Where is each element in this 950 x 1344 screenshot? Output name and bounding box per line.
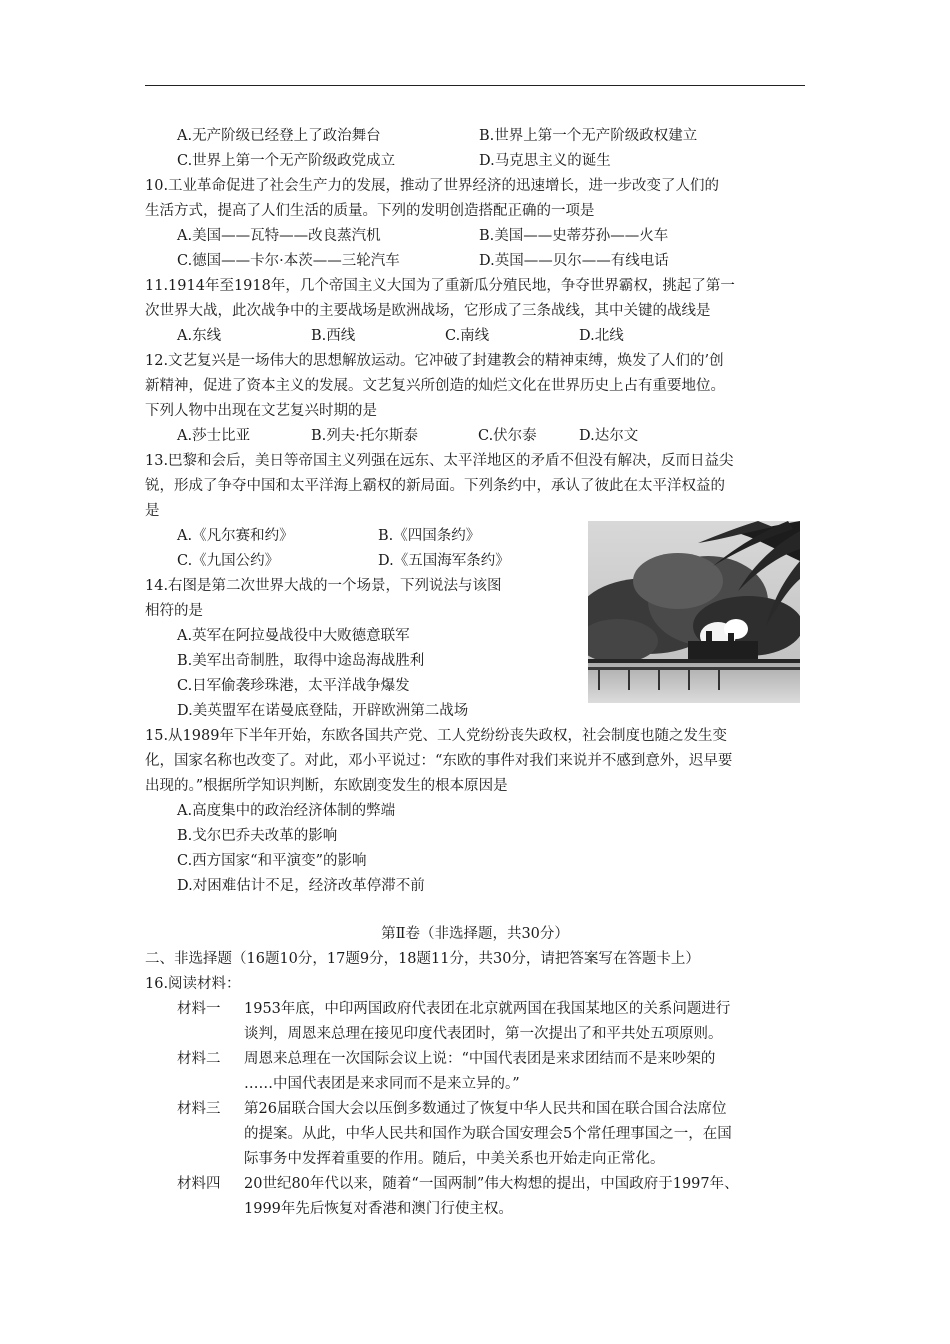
q13-option-d: D.《五国海军条约》	[378, 553, 510, 569]
material-3-line3: 际事务中发挥着重要的作用。随后，中美关系也开始走向正常化。	[244, 1151, 665, 1167]
q9-option-b: B.世界上第一个无产阶级政权建立	[479, 128, 698, 144]
material-1-line2: 谈判，周恩来总理在接见印度代表团时，第一次提出了和平共处五项原则。	[244, 1026, 723, 1042]
material-4-line1: 20世纪80年代以来，随着“一国两制”伟大构想的提出，中国政府于1997年、	[244, 1176, 739, 1192]
q10-option-a: A.美国——瓦特——改良蒸汽机	[177, 228, 381, 244]
q10-stem-line1: 10.工业革命促进了社会生产力的发展，推动了世界经济的迅速增长，进一步改变了人们的	[145, 178, 720, 194]
material-3-line1: 第26届联合国大会以压倒多数通过了恢复中华人民共和国在联合国合法席位	[244, 1101, 727, 1117]
q16-heading: 16.阅读材料：	[145, 976, 241, 992]
q11-stem-line2: 次世界大战，此次战争中的主要战场是欧洲战场，它形成了三条战线，其中关键的战线是	[145, 303, 711, 319]
q11-option-b: B.西线	[311, 328, 356, 344]
q12-option-c: C.伏尔泰	[478, 428, 537, 444]
q14-stem-line1: 14.右图是第二次世界大战的一个场景，下列说法与该图	[145, 578, 502, 594]
q12-stem-line1: 12.文艺复兴是一场伟大的思想解放运动。它冲破了封建教会的精神束缚，焕发了人们的’创	[145, 353, 724, 369]
q10-option-b: B.美国——史蒂芬孙——火车	[479, 228, 669, 244]
q11-option-a: A.东线	[177, 328, 222, 344]
q15-option-c: C.西方国家“和平演变”的影响	[177, 853, 367, 869]
q13-option-a: A.《凡尔赛和约》	[177, 528, 294, 544]
q9-option-c: C.世界上第一个无产阶级政党成立	[177, 153, 396, 169]
q14-option-b: B.美军出奇制胜，取得中途岛海战胜利	[177, 653, 425, 669]
q9-option-a: A.无产阶级已经登上了政治舞台	[177, 128, 381, 144]
q11-option-c: C.南线	[445, 328, 490, 344]
material-1-line1: 1953年底，中印两国政府代表团在北京就两国在我国某地区的关系问题进行	[244, 1001, 731, 1017]
q14-option-c: C.日军偷袭珍珠港，太平洋战争爆发	[177, 678, 410, 694]
q13-stem-line1: 13.巴黎和会后，美日等帝国主义列强在远东、太平洋地区的矛盾不但没有解决，反而日益尖	[145, 453, 734, 469]
q15-option-a: A.高度集中的政治经济体制的弊端	[177, 803, 396, 819]
material-4-label: 材料四	[177, 1176, 221, 1192]
material-4-line2: 1999年先后恢复对香港和澳门行使主权。	[244, 1201, 513, 1217]
q13-stem-line3: 是	[145, 503, 160, 519]
q13-option-c: C.《九国公约》	[177, 553, 280, 569]
q12-option-d: D.达尔文	[579, 428, 639, 444]
material-2-line2: ……中国代表团是来求同而不是来立异的。”	[244, 1076, 520, 1092]
q10-option-d: D.英国——贝尔——有线电话	[479, 253, 669, 269]
pearl-harbor-photo-drawing	[588, 521, 800, 703]
q11-stem-line1: 11.1914年至1918年，几个帝国主义大国为了重新瓜分殖民地，争夺世界霸权，挑起了第一	[145, 278, 735, 294]
q12-stem-line2: 新精神，促进了资本主义的发展。文艺复兴所创造的灿烂文化在世界历史上占有重要地位。	[145, 378, 725, 394]
part2-title: 第Ⅱ卷（非选择题，共30分）	[381, 926, 569, 942]
material-3-line2: 的提案。从此，中华人民共和国作为联合国安理会5个常任理事国之一，在国	[244, 1126, 732, 1142]
material-1-label: 材料一	[177, 1001, 221, 1017]
q15-stem-line1: 15.从1989年下半年开始，东欧各国共产党、工人党纷纷丧失政权，社会制度也随之发生变	[145, 728, 727, 744]
q14-option-d: D.美英盟军在诺曼底登陆，开辟欧洲第二战场	[177, 703, 469, 719]
q10-option-c: C.德国——卡尔·本茨——三轮汽车	[177, 253, 400, 269]
material-2-line1: 周恩来总理在一次国际会议上说：“中国代表团是来求团结而不是来吵架的	[244, 1051, 716, 1067]
material-2-label: 材料二	[177, 1051, 221, 1067]
q12-option-b: B.列夫·托尔斯泰	[311, 428, 418, 444]
part2-section-heading: 二、非选择题（16题10分，17题9分，18题11分，共30分，请把答案写在答题卡上）	[145, 951, 700, 967]
q14-option-a: A.英军在阿拉曼战役中大败德意联军	[177, 628, 410, 644]
q13-stem-line2: 锐，形成了争夺中国和太平洋海上霸权的新局面。下列条约中，承认了彼此在太平洋权益的	[145, 478, 725, 494]
q10-stem-line2: 生活方式，提高了人们生活的质量。下列的发明创造搭配正确的一项是	[145, 203, 595, 219]
q11-option-d: D.北线	[579, 328, 624, 344]
q13-option-b: B.《四国条约》	[378, 528, 481, 544]
pearl-harbor-photo	[588, 521, 800, 703]
q15-option-d: D.对困难估计不足，经济改革停滞不前	[177, 878, 425, 894]
q14-stem-line2: 相符的是	[145, 603, 203, 619]
header-rule	[145, 85, 805, 86]
q15-option-b: B.戈尔巴乔夫改革的影响	[177, 828, 338, 844]
q15-stem-line3: 出现的。”根据所学知识判断，东欧剧变发生的根本原因是	[145, 778, 508, 794]
q12-stem-line3: 下列人物中出现在文艺复兴时期的是	[145, 403, 377, 419]
q15-stem-line2: 化，国家名称也改变了。对此，邓小平说过：“东欧的事件对我们来说并不感到意外，迟早要	[145, 753, 733, 769]
q9-option-d: D.马克思主义的诞生	[479, 153, 611, 169]
material-3-label: 材料三	[177, 1101, 221, 1117]
q12-option-a: A.莎士比亚	[177, 428, 251, 444]
